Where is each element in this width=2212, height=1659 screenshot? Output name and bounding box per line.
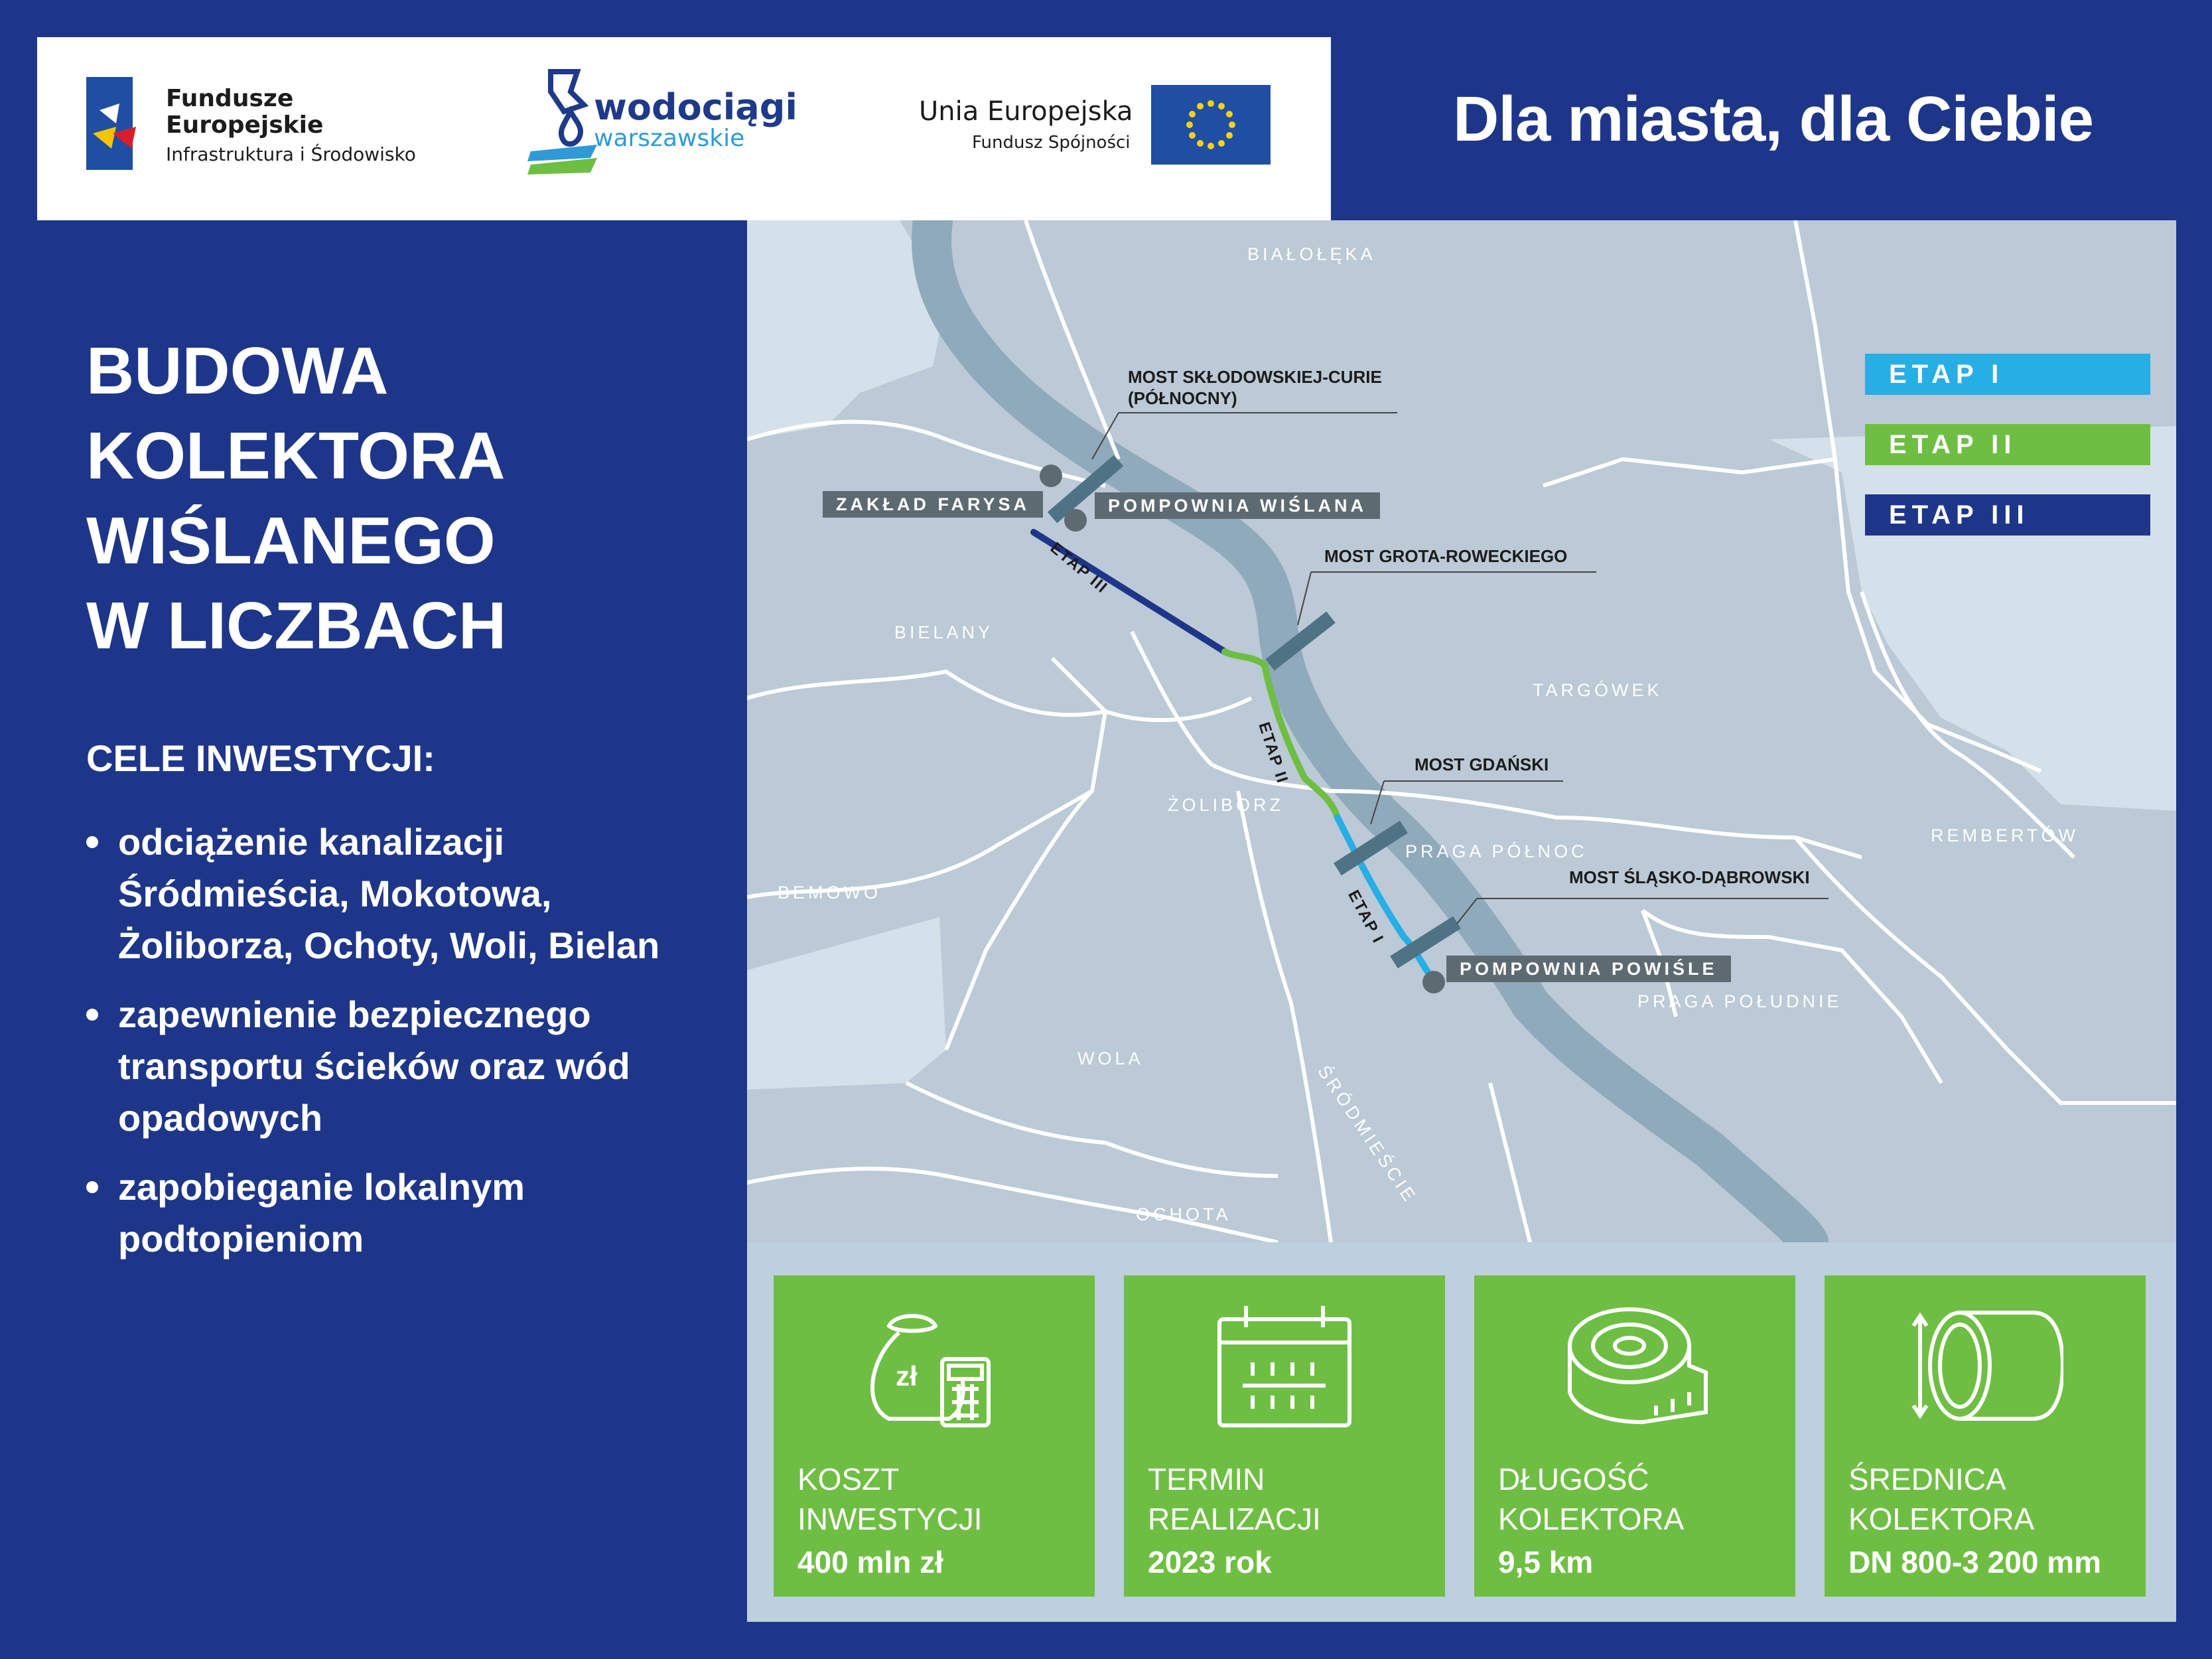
legend-etap-1: ETAP I bbox=[1865, 354, 2150, 395]
goal-line: odciążenie kanalizacji bbox=[118, 821, 505, 863]
district-label: BIAŁOŁĘKA bbox=[1247, 244, 1376, 264]
bridge-label-grota: MOST GROTA-ROWECKIEGO bbox=[1324, 546, 1568, 566]
stat-card-length bbox=[1474, 1275, 1795, 1597]
bridge-label-line: (PÓŁNOCNY) bbox=[1128, 388, 1237, 408]
stat-label: TERMIN bbox=[1148, 1462, 1265, 1496]
district-label: BEMOWO bbox=[778, 883, 881, 902]
eu-logo-line2: Fundusz Spójności bbox=[972, 133, 1131, 153]
district-label: PRAGA POŁUDNIE bbox=[1637, 991, 1842, 1011]
fe-logo-line2: Europejskie bbox=[166, 111, 324, 139]
district-label: PRAGA PÓŁNOC bbox=[1405, 841, 1588, 861]
goal-item bbox=[86, 1161, 750, 1265]
currency-symbol: zł bbox=[896, 1360, 918, 1392]
goal-line: podtopieniom bbox=[118, 1218, 364, 1260]
stat-card-term bbox=[1124, 1275, 1445, 1597]
goal-line: transportu ścieków oraz wód bbox=[118, 1045, 630, 1087]
bridge-label-gdanski: MOST GDAŃSKI bbox=[1415, 755, 1549, 774]
goal-item bbox=[86, 816, 750, 972]
district-label: WOLA bbox=[1077, 1048, 1144, 1068]
etap-label-1: ETAP I bbox=[1344, 887, 1387, 947]
title-line: W LICZBACH bbox=[86, 589, 507, 663]
slogan: Dla miasta, dla Ciebie bbox=[1453, 84, 2094, 155]
stat-label: KOLEKTORA bbox=[1848, 1502, 2035, 1536]
place-zaklad-farysa: ZAKŁAD FARYSA bbox=[823, 491, 1043, 518]
wv-logo-line2: warszawskie bbox=[594, 125, 745, 152]
money-bag-calculator-icon bbox=[856, 1299, 1012, 1432]
district-label: ŻOLIBORZ bbox=[1168, 795, 1284, 815]
fe-logo-line3: Infrastruktura i Środowisko bbox=[166, 143, 416, 165]
goal-item bbox=[86, 989, 750, 1144]
calendar-icon bbox=[1206, 1299, 1363, 1432]
district-label: OCHOTA bbox=[1136, 1204, 1231, 1224]
title-line: BUDOWA bbox=[86, 334, 389, 408]
place-pompownia-wislana: POMPOWNIA WIŚLANA bbox=[1095, 492, 1380, 519]
district-label: BIELANY bbox=[894, 622, 994, 642]
goal-line: Żoliborza, Ochoty, Woli, Bielan bbox=[118, 924, 660, 966]
bridge-label-slasko: MOST ŚLĄSKO-DĄBROWSKI bbox=[1569, 867, 1810, 887]
stat-value: 9,5 km bbox=[1498, 1545, 1594, 1579]
stat-label: KOLEKTORA bbox=[1498, 1502, 1685, 1536]
goal-line: opadowych bbox=[118, 1097, 323, 1139]
district-label: ŚRÓDMIEŚCIE bbox=[1314, 1062, 1421, 1208]
wv-logo-line1: wodociągi bbox=[594, 86, 797, 128]
bridge-label-line: MOST SKŁODOWSKIEJ-CURIE bbox=[1128, 367, 1382, 387]
pipe-diameter-icon bbox=[1907, 1299, 2063, 1432]
stat-value: 400 mln zł bbox=[797, 1545, 943, 1579]
goal-line: zapobieganie lokalnym bbox=[118, 1166, 525, 1208]
stat-label: ŚREDNICA bbox=[1848, 1462, 2006, 1496]
stat-label: INWESTYCJI bbox=[797, 1502, 983, 1536]
goals-list bbox=[86, 816, 750, 1282]
goal-line: Śródmieścia, Mokotowa, bbox=[118, 873, 552, 914]
title-line: KOLEKTORA bbox=[86, 419, 506, 493]
legend-etap-3: ETAP III bbox=[1865, 494, 2150, 536]
stat-value: DN 800-3 200 mm bbox=[1848, 1545, 2101, 1579]
bridge-label-curie bbox=[1128, 366, 1382, 409]
tape-measure-icon bbox=[1556, 1299, 1713, 1432]
main-title bbox=[86, 328, 750, 668]
place-pompownia-powisle: POMPOWNIA POWIŚLE bbox=[1446, 956, 1731, 982]
stat-label: REALIZACJI bbox=[1148, 1502, 1321, 1536]
district-label: REMBERTÓW bbox=[1931, 826, 2079, 845]
stat-label: KOSZT bbox=[797, 1462, 900, 1496]
eu-flag-icon bbox=[1151, 85, 1271, 165]
goal-line: zapewnienie bezpiecznego bbox=[118, 993, 591, 1035]
wodociagi-warszawskie-logo-icon bbox=[524, 65, 604, 178]
etap-label-3: ETAP III bbox=[1046, 539, 1112, 597]
stat-value: 2023 rok bbox=[1148, 1545, 1272, 1579]
fe-logo-line1: Fundusze bbox=[166, 85, 294, 112]
stat-card-cost bbox=[774, 1275, 1095, 1597]
legend-etap-2: ETAP II bbox=[1865, 424, 2150, 465]
etap-label-2: ETAP II bbox=[1255, 720, 1292, 786]
eu-logo-line1: Unia Europejska bbox=[919, 96, 1133, 127]
title-line: WIŚLANEGO bbox=[86, 504, 496, 578]
stat-card-diameter bbox=[1825, 1275, 2146, 1597]
goals-heading: CELE INWESTYCJI: bbox=[86, 737, 435, 779]
district-label: TARGÓWEK bbox=[1533, 680, 1663, 700]
stat-label: DŁUGOŚĆ bbox=[1498, 1462, 1649, 1496]
